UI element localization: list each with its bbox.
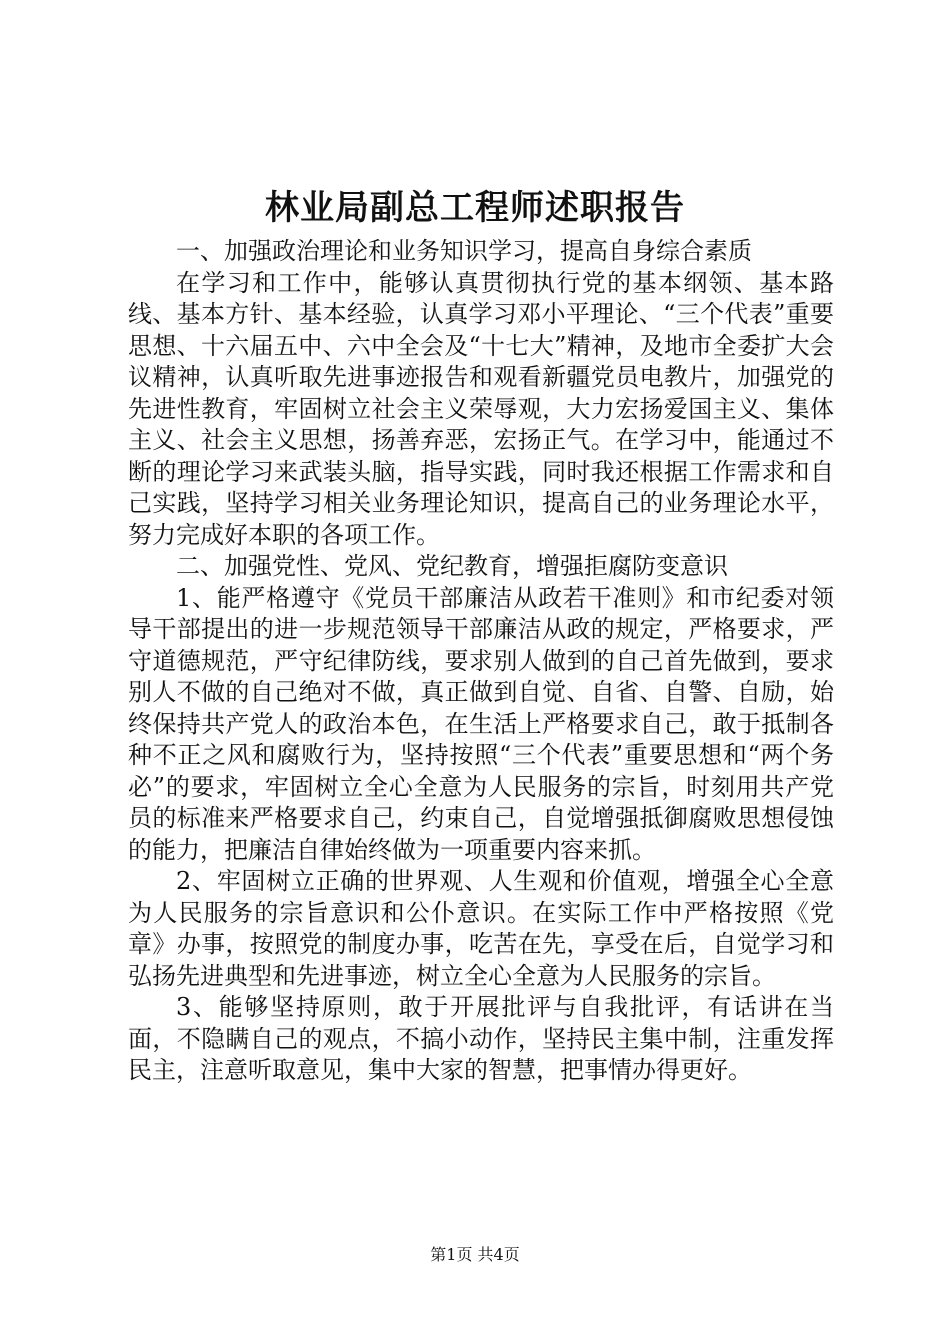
- page-footer: 第1页 共4页: [430, 1245, 520, 1264]
- document-body: [128, 236, 834, 1087]
- paragraph-3: 2、牢固树立正确的世界观、人生观和价值观，增强全心全意为人民服务的宗旨意识和公仆意识。在实际工作中严格按照《党章》办事，按照党的制度办事，吃苦在先，享受在后，自觉学习和弘扬先进典型和先进事迹，树立全心全意为人民服务的宗旨。: [128, 867, 834, 990]
- paragraph-1: 在学习和工作中，能够认真贯彻执行党的基本纲领、基本路线、基本方针、基本经验，认真学习邓小平理论、“三个代表”重要思想、十六届五中、六中全会及“十七大”精神，及地市全委扩大会议精神，认真听取先进事迹报告和观看新疆党员电教片，加强党的先进性教育，牢固树立社会主义荣辱观，大力宏扬爱国主义、集体主义、社会主义思想，扬善弃恶，宏扬正气。在学习中，能通过不断的理论学习来武装头脑，指导实践，同时我还根据工作需求和自己实践，坚持学习相关业务理论知识，提高自己的业务理论水平，努力完成好本职的各项工作。: [128, 268, 834, 549]
- paragraph-4: 3、能够坚持原则，敢于开展批评与自我批评，有话讲在当面，不隐瞒自己的观点，不搞小动作，坚持民主集中制，注重发挥民主，注意听取意见，集中大家的智慧，把事情办得更好。: [128, 993, 834, 1084]
- document-title: 林业局副总工程师述职报告: [265, 188, 685, 228]
- section-heading-1: 一、加强政治理论和业务知识学习，提高自身综合素质: [176, 237, 752, 265]
- paragraph-2: 1、能严格遵守《党员干部廉洁从政若干准则》和市纪委对领导干部提出的进一步规范领导干部廉洁从政的规定，严格要求，严守道德规范，严守纪律防线，要求别人做到的自己首先做到，要求别人不做的自己绝对不做，真正做到自觉、自省、自警、自励，始终保持共产党人的政治本色，在生活上严格要求自己，敢于抵制各种不正之风和腐败行为，坚持按照“三个代表”重要思想和“两个务必”的要求，牢固树立全心全意为人民服务的宗旨，时刻用共产党员的标准来严格要求自己，约束自己，自觉增强抵御腐败思想侵蚀的能力，把廉洁自律始终做为一项重要内容来抓。: [128, 583, 834, 864]
- section-heading-2: 二、加强党性、党风、党纪教育，增强拒腐防变意识: [176, 552, 728, 580]
